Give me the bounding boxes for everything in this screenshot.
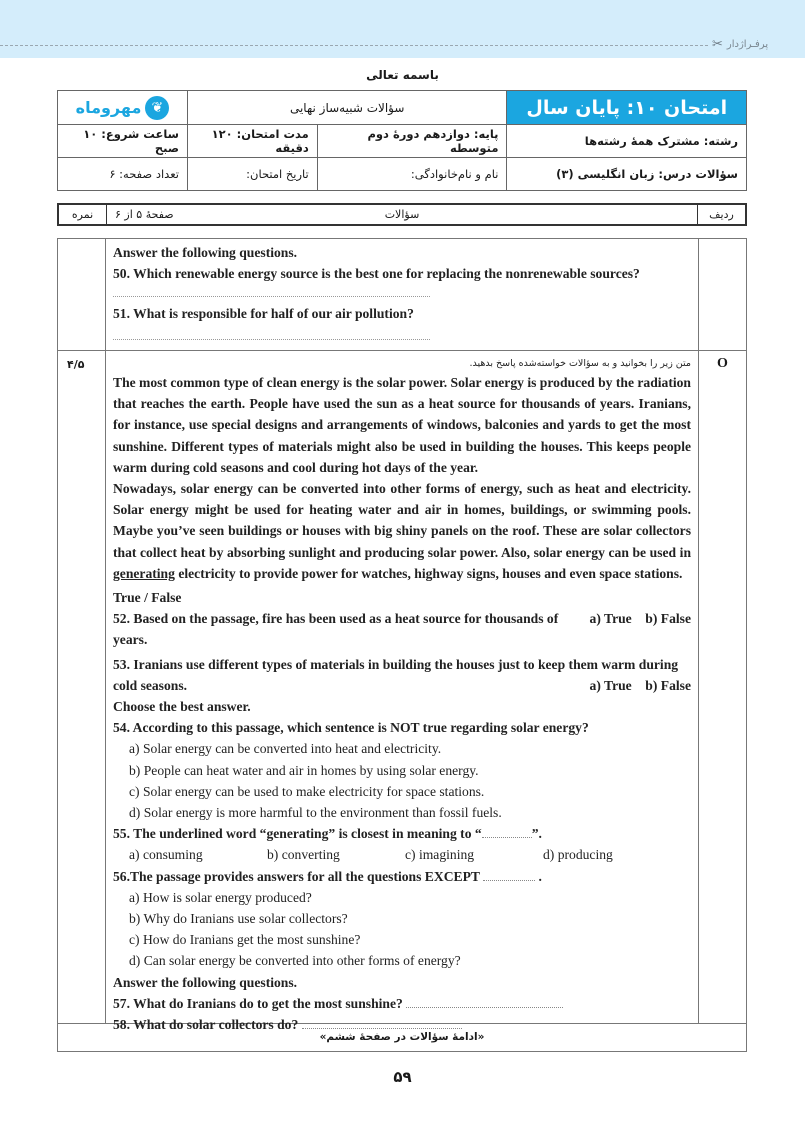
question-57 [113,993,691,1014]
persian-instruction: متن زیر را بخوانید و به سؤالات خواسته‌شده پاسخ بدهید. [469,358,691,369]
column-radif: ردیف [697,205,745,224]
option-55-c[interactable]: c) imagining [405,847,475,863]
row-number: O [717,356,728,371]
question-54: 54. According to this passage, which sentence is NOT true regarding solar energy? [113,720,589,736]
duration-info: مدت امتحان: ۱۲۰ دقیقه [187,125,317,158]
question-56-end: . [538,868,542,884]
scissors-icon: ✂ [712,37,723,52]
exam-title: امتحان ۱۰: پایان سال [507,91,747,125]
exam-header-table [57,90,747,191]
cut-label [712,37,768,52]
questions-column-header [57,203,747,226]
exam-date-field: تاریخ امتحان: [187,158,317,191]
top-band [0,0,805,58]
answer-line-57[interactable] [406,998,563,1008]
page-number: ۵۹ [393,1068,412,1086]
question-55 [113,823,691,844]
logo [58,91,188,125]
paragraph-2-text-end: electricity to provide power for watches, highway signs, houses and even space stations. [174,565,683,581]
question-50: 50. Which renewable energy source is the best one for replacing the nonrenewable sources? [113,266,640,282]
row-divider [58,350,746,351]
name-field: نام و نام‌خانوادگی: [317,158,507,191]
question-53-options[interactable]: a) True b) False [589,677,691,693]
section-instruction: Answer the following questions. [113,245,298,260]
option-54-b[interactable]: b) People can heat water and air in homes by using solar energy. [129,762,479,778]
question-51: 51. What is responsible for half of our air pollution? [113,306,414,322]
question-52-text: 52. Based on the passage, fire has been used as a heat source for thousands of years. [113,611,559,648]
option-54-c[interactable]: c) Solar energy can be used to make electricity for space stations. [129,783,485,799]
question-55-options [113,844,691,865]
question-55-text: 55. The underlined word “generating” is closest in meaning to “ [113,826,482,842]
question-55-end: ”. [531,826,542,842]
exam-subtitle: سؤالات شبیه‌ساز نهایی [187,91,506,125]
column-questions-label: سؤالات [384,208,420,221]
column-questions [106,205,697,224]
passage-paragraph-1: The most common type of clean energy is the solar power. Solar energy is produced by the radiation that reaches the earth. People have used the sun as a heat source for thousands of years. Iranians, for instance, use special designs and arrangements of windows, balconies and yards to get the most sunshine. Different types of materials might also be used in building the houses. This keeps people warm during cold seasons and cool during hot days of the year. [113,375,691,475]
page-count-info: تعداد صفحه: ۶ [58,158,188,191]
option-55-d[interactable]: d) producing [543,847,613,863]
field-info: رشته: مشترک همهٔ رشته‌ها [507,125,747,158]
underlined-word: generating [113,565,175,581]
subject-info: سؤالات درس: زبان انگلیسی (۳) [507,158,747,191]
question-57-text: 57. What do Iranians do to get the most sunshine? [113,995,403,1011]
passage-paragraph-2 [113,478,691,584]
option-54-d[interactable]: d) Solar energy is more harmful to the environment than fossil fuels. [129,805,502,821]
page-info: صفحهٔ ۵ از ۶ [115,208,174,221]
logo-text: مهروماه [75,98,142,117]
true-false-heading: True / False [113,590,182,606]
question-53-end [113,675,691,696]
answer-heading: Answer the following questions. [113,974,298,990]
question-56 [113,866,691,887]
row-column-divider [698,239,699,1023]
section-score: ۴/۵ [67,358,85,371]
section-previous-questions [113,242,691,346]
score-column-divider [105,239,106,1023]
question-52-options[interactable]: a) True b) False [589,611,691,627]
blank-56[interactable] [483,871,535,881]
cut-label-text: پرفـراژدار [726,39,769,50]
question-52 [113,608,691,650]
option-56-c[interactable]: c) How do Iranians get the most sunshine? [129,932,361,948]
column-score: نمره [71,208,94,221]
question-56-text: 56.The passage provides answers for all the questions EXCEPT [113,868,480,884]
option-55-b[interactable]: b) converting [267,847,340,863]
start-time-info: ساعت شروع: ۱۰ صبح [58,125,188,158]
grade-info: پایه: دوازدهم دورهٔ دوم متوسطه [317,125,507,158]
cut-line [0,45,708,46]
answer-line-50[interactable] [113,296,430,297]
option-55-a[interactable]: a) consuming [129,847,203,863]
question-53-text-end: cold seasons. [113,677,188,693]
question-53: 53. Iranians use different types of materials in building the houses just to keep them warm during [113,656,679,672]
option-56-d[interactable]: d) Can solar energy be converted into other forms of energy? [129,953,461,969]
basmala: باسمه تعالی [366,68,439,82]
continue-note: «ادامهٔ سؤالات در صفحهٔ ششم» [319,1031,485,1043]
option-54-a[interactable]: a) Solar energy can be converted into heat and electricity. [129,741,442,757]
butterfly-icon: ❦ [145,96,169,120]
option-56-a[interactable]: a) How is solar energy produced? [129,889,312,905]
blank-55[interactable] [482,828,532,838]
section-reading [113,356,691,1035]
paragraph-2-text: Nowadays, solar energy can be converted into other forms of energy, such as heat and electricity. Solar energy might be used for heating water and air in homes, buildings, or swimming pools. Maybe you’ve seen buildings or houses with big shiny panels on the roof. These are solar collectors that collect heat by absorbing sunlight and producing solar power. Also, solar energy can be used in [113,481,691,560]
option-56-b[interactable]: b) Why do Iranians use solar collectors? [129,911,348,927]
answer-line-51[interactable] [113,339,430,340]
question-58-text: 58. What do solar collectors do? [113,1017,299,1033]
multiple-choice-heading: Choose the best answer. [113,699,251,715]
